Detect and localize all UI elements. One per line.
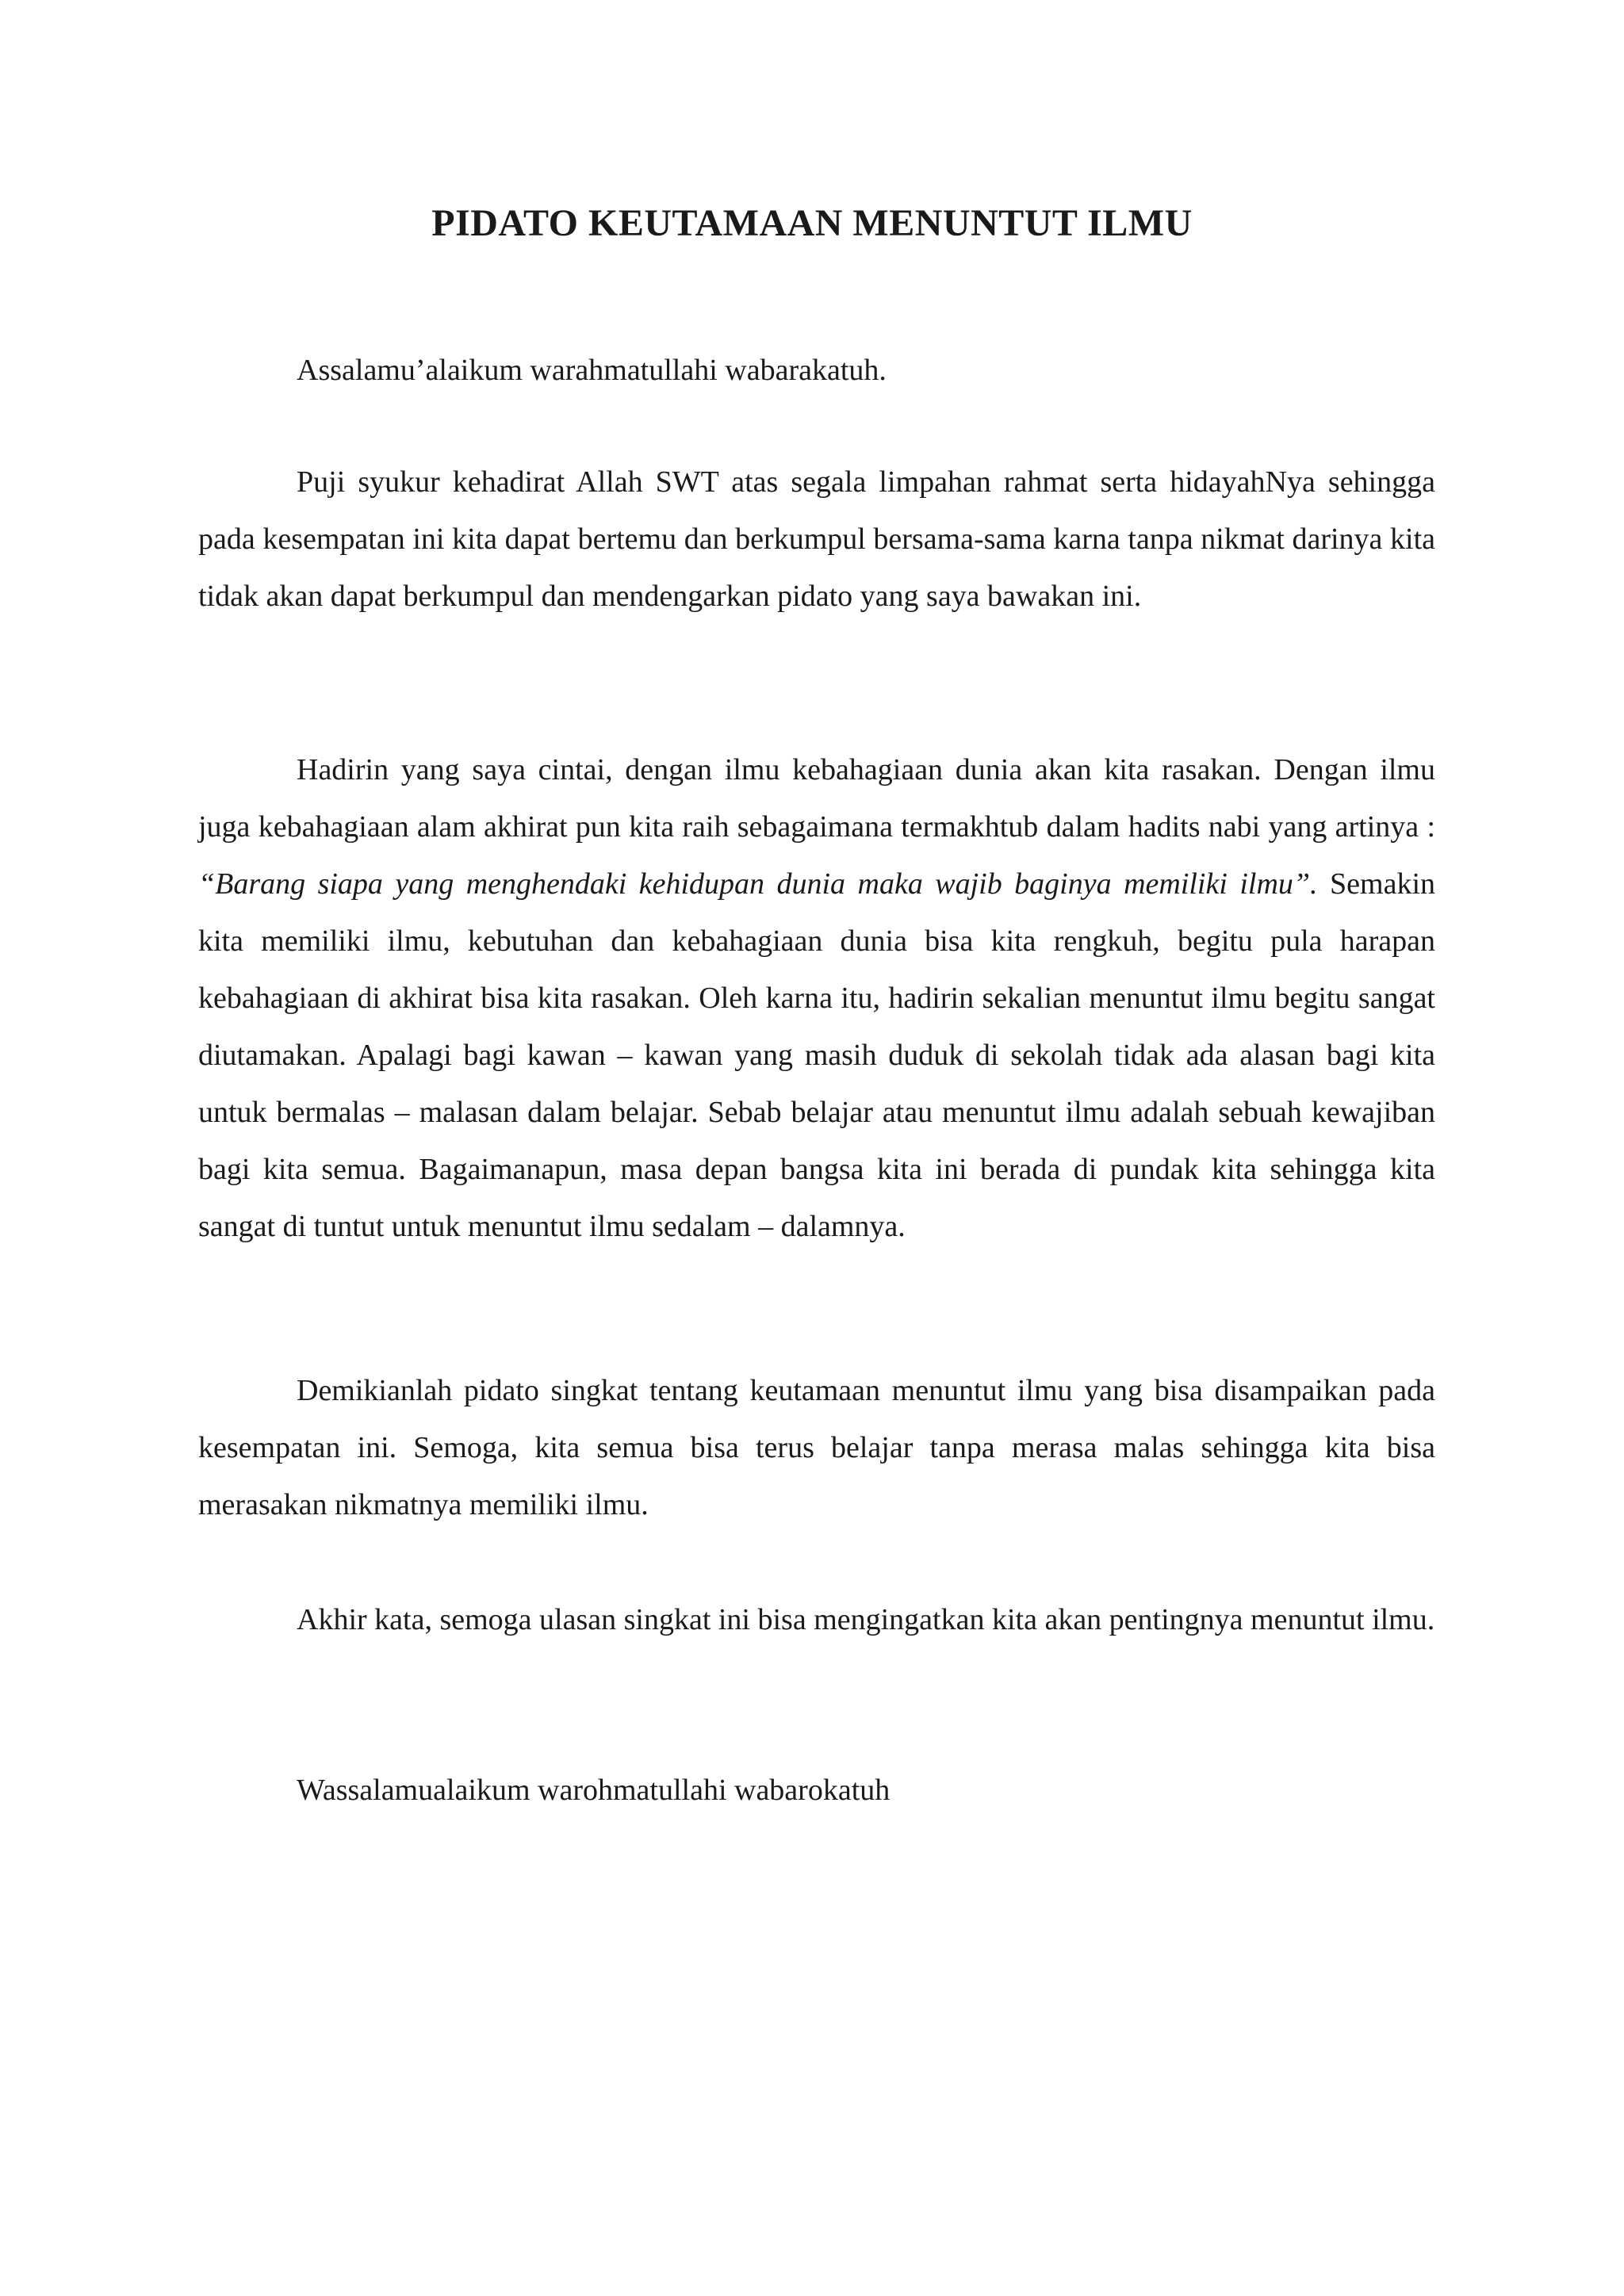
closing-block [198, 1762, 1435, 1819]
paragraph-main-body: Semakin kita memiliki ilmu, kebutuhan dan kebahagiaan dunia bisa kita rengkuh, begitu pula harapan kebahagiaan di akhirat bisa kita rasakan. Oleh karna itu, hadirin sekalian menuntut ilmu begitu sangat diutamakan. Apalagi bagi kawan – kawan yang masih duduk di sekolah tidak ada alasan bagi kita untuk bermalas – malasan dalam belajar. Sebab belajar atau menuntut ilmu adalah sebuah kewajiban bagi kita semua. Bagaimanapun, masa depan bangsa kita ini berada di pundak kita sehingga kita sangat di tuntut untuk menuntut ilmu sedalam – dalamnya. [198, 867, 1435, 1243]
paragraph-opening: Puji syukur kehadirat Allah SWT atas segala limpahan rahmat serta hidayahNya sehingga pada kesempatan ini kita dapat bertemu dan berkumpul bersama-sama karna tanpa nikmat darinya kita tidak akan dapat berkumpul dan mendengarkan pidato yang saya bawakan ini. [198, 465, 1435, 613]
paragraph-block [198, 453, 1435, 625]
paragraph-block [198, 741, 1435, 1255]
greeting-text: Assalamu’alaikum warahmatullahi wabarakatuh. [297, 354, 887, 387]
paragraph-block [198, 1591, 1435, 1648]
paragraph-main-intro: Hadirin yang saya cintai, dengan ilmu kebahagiaan dunia akan kita rasakan. Dengan ilmu juga kebahagiaan alam akhirat pun kita raih sebagaimana termakhtub dalam hadits nabi yang artinya : [198, 753, 1435, 844]
page-title: PIDATO KEUTAMAAN MENUNTUT ILMU [431, 202, 1193, 244]
greeting-block [198, 342, 1435, 399]
paragraph-main [198, 741, 1435, 1255]
paragraph-block [198, 1362, 1435, 1533]
hadith-quote: “Barang siapa yang menghendaki kehidupan dunia maka wajib baginya memiliki ilmu”. [198, 867, 1318, 901]
closing-text: Wassalamualaikum warohmatullahi wabarokatuh [297, 1774, 891, 1807]
paragraph-final-word: Akhir kata, semoga ulasan singkat ini bisa mengingatkan kita akan pentingnya menuntut ilmu. [297, 1603, 1435, 1636]
paragraph-conclusion: Demikianlah pidato singkat tentang keutamaan menuntut ilmu yang bisa disampaikan pada kesempatan ini. Semoga, kita semua bisa terus belajar tanpa merasa malas sehingga kita bisa merasakan nikmatnya memiliki ilmu. [198, 1374, 1435, 1521]
